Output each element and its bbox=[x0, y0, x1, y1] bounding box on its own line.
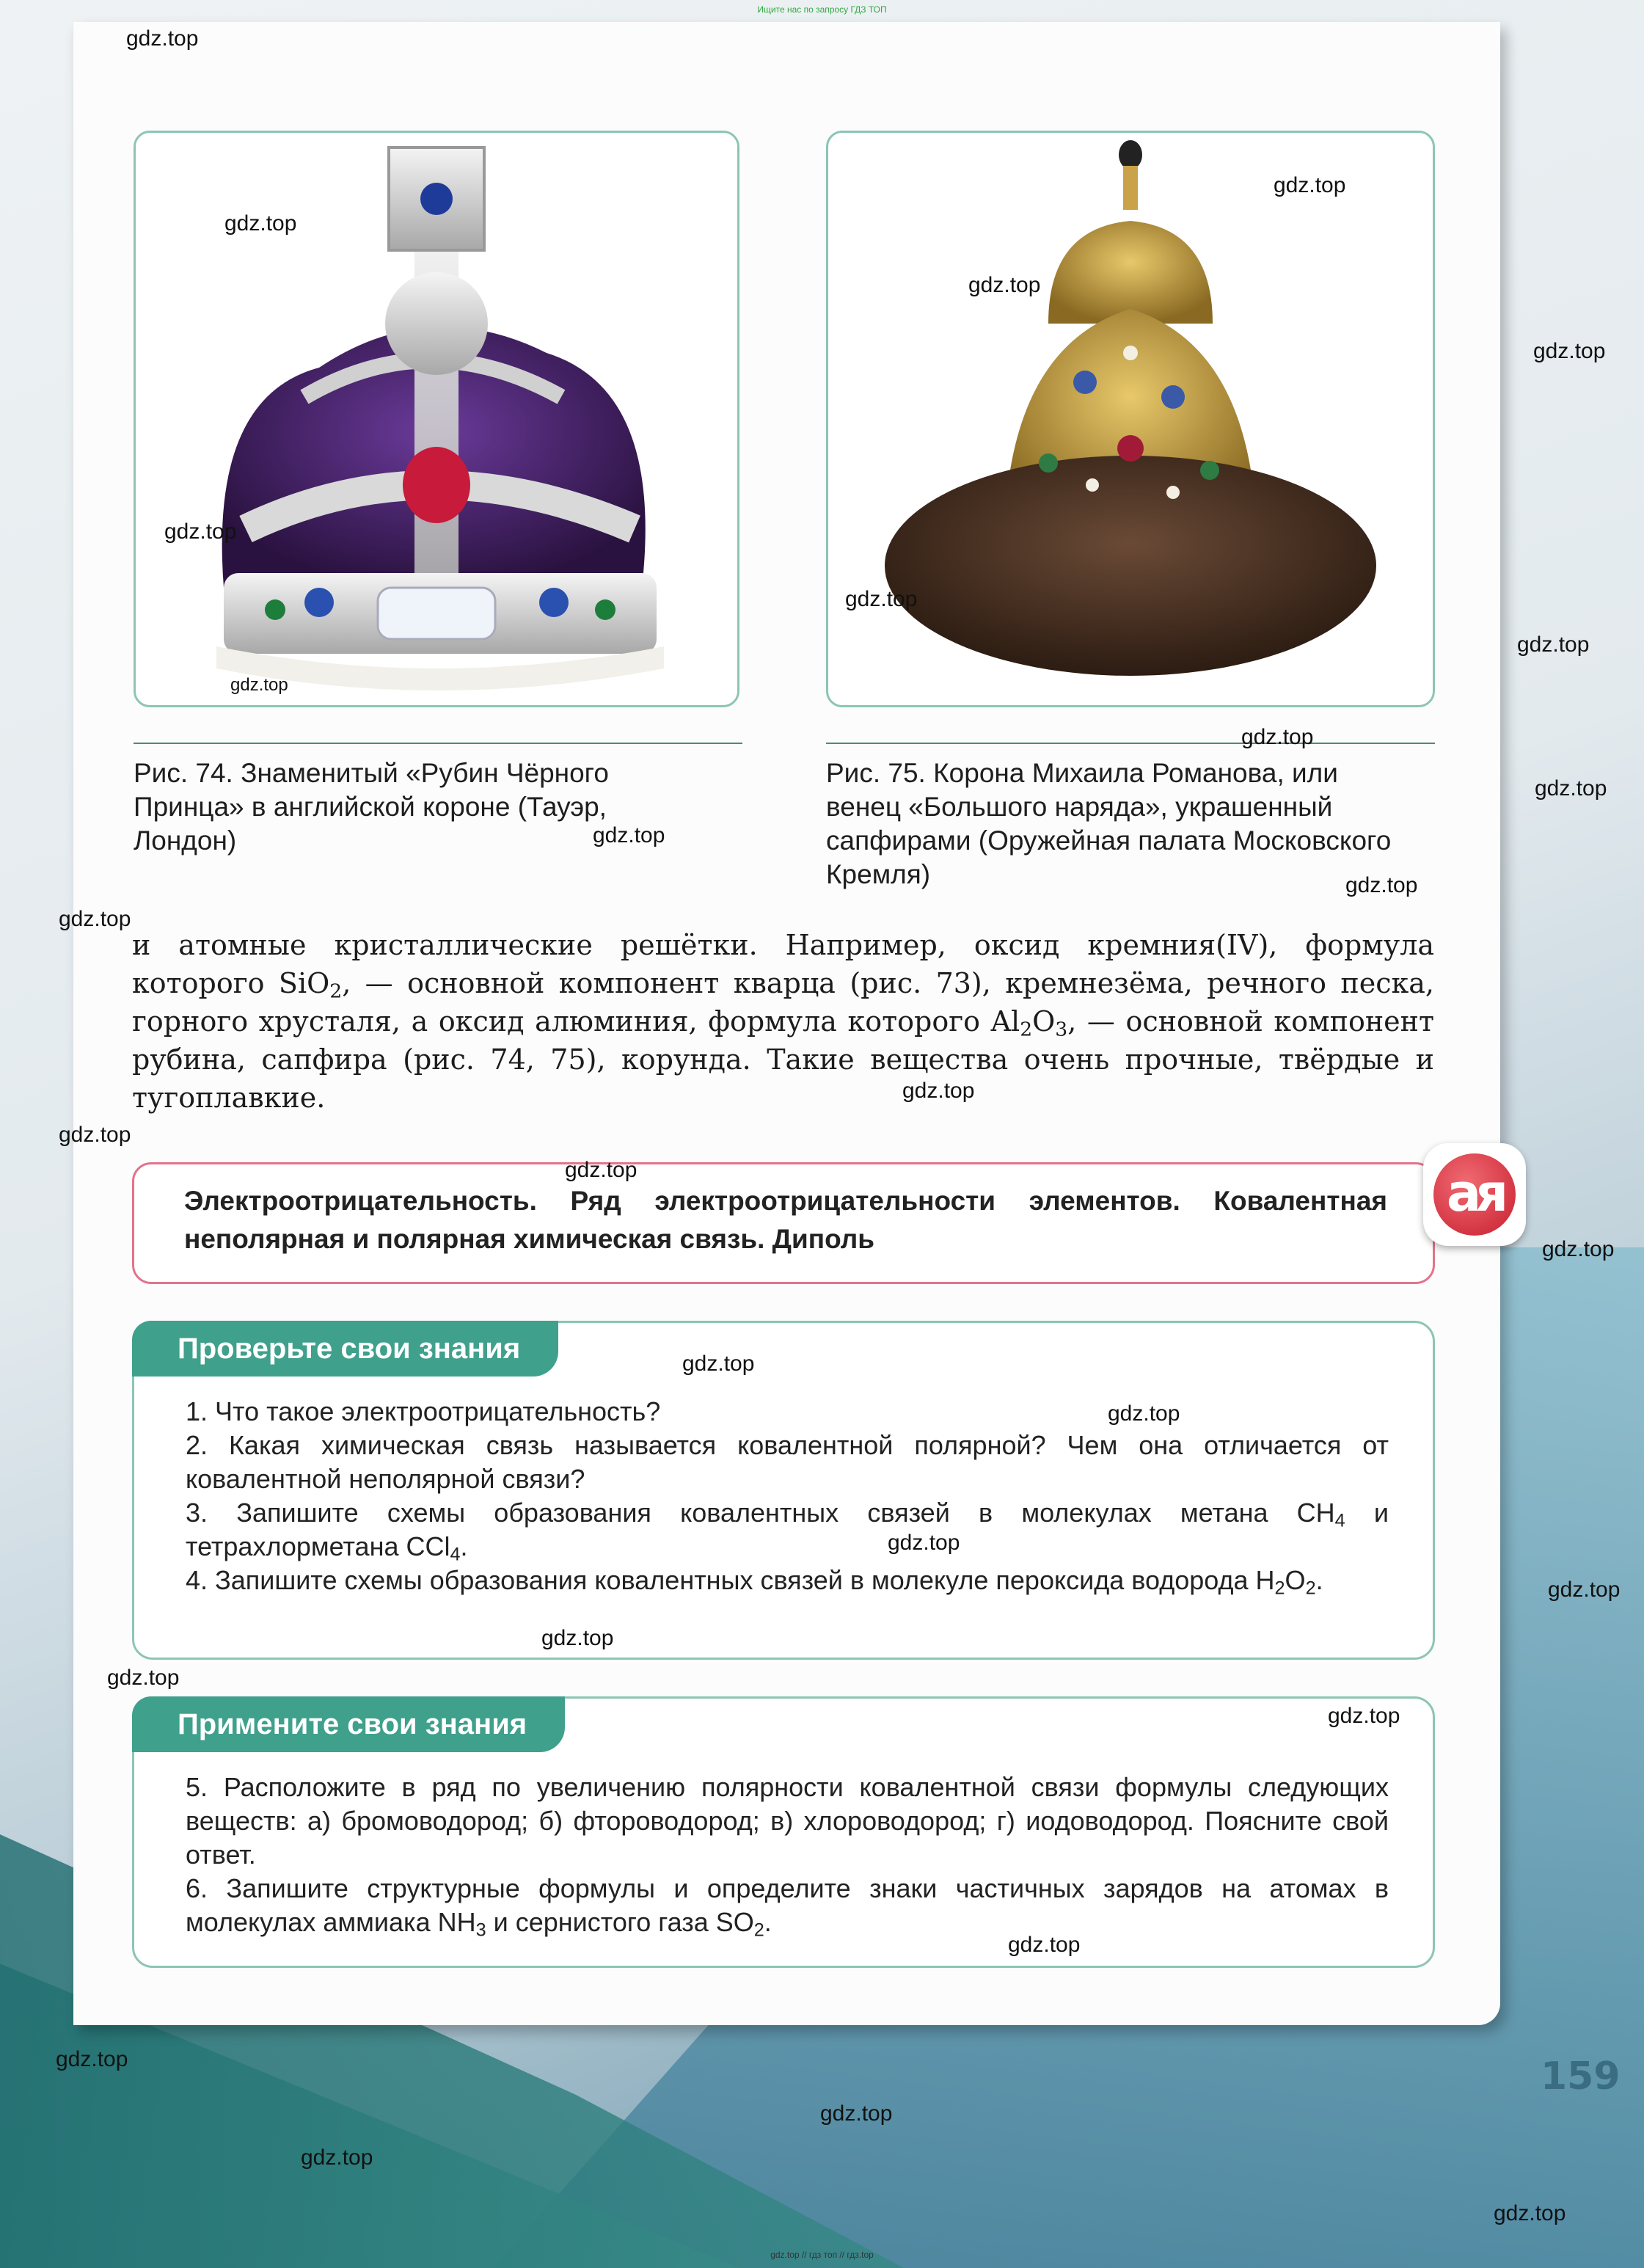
watermark-top: Ищите нас по запросу ГДЗ ТОП bbox=[757, 4, 887, 15]
watermark: gdz.top bbox=[56, 2047, 128, 2071]
watermark: gdz.top bbox=[224, 211, 297, 236]
question-1: 1. Что такое электроотрицательность? bbox=[186, 1396, 661, 1426]
check-knowledge-box bbox=[132, 1321, 1435, 1660]
apply-knowledge-title: Примените свои знания bbox=[132, 1696, 565, 1752]
body-paragraph: и атомные кристаллические решётки. Например, оксид кремния(IV), формула которого SiO$_2$, — основной компонент кварца (рис. 73), кремнезёма, речного песка, горного хрусталя, а оксид алюминия, формула которого $Al_2O_3$, — основной компонент рубина, сапфира (рис. 74, 75), корунда. Такие вещества очень прочные, твёрдые и тугоплавкие. bbox=[132, 929, 1435, 1114]
watermark: gdz.top bbox=[59, 907, 131, 931]
watermark: gdz.top bbox=[301, 2145, 373, 2170]
watermark: gdz.top bbox=[1517, 632, 1590, 657]
watermark: gdz.top bbox=[1108, 1401, 1180, 1426]
watermark-bottom: gdz.top // гдз топ // гдз.top bbox=[770, 2250, 874, 2260]
question-6: 6. Запишите структурные формулы и определите знаки частичных зарядов на атомах в молекулах аммиака $NH_3$ и сернистого газа $SO_2$. bbox=[186, 1873, 1389, 1941]
question-2: 2. Какая химическая связь называется ковалентной полярной? Чем она отличается от ковалентной неполярной связи? bbox=[186, 1430, 1389, 1494]
watermark: gdz.top bbox=[845, 587, 918, 611]
watermark: gdz.top bbox=[1008, 1933, 1081, 1957]
key-terms-box bbox=[132, 1162, 1435, 1284]
watermark: gdz.top bbox=[820, 2101, 893, 2126]
watermark: gdz.top bbox=[59, 1123, 131, 1147]
watermark: gdz.top bbox=[1328, 1704, 1400, 1728]
caption-divider bbox=[826, 743, 1435, 744]
watermark: gdz.top bbox=[1241, 725, 1314, 749]
watermark: gdz.top bbox=[968, 273, 1041, 297]
monomakh-crown-illustration bbox=[828, 133, 1433, 705]
apply-questions bbox=[186, 1771, 1389, 1939]
watermark: gdz.top bbox=[902, 1079, 975, 1103]
figure-75-caption: Рис. 75. Корона Михаила Романова, или венец «Большого наряда», украшенный сапфирами (Оружейная палата Московского Кремля) bbox=[826, 758, 1392, 889]
watermark: gdz.top bbox=[888, 1531, 960, 1555]
apply-knowledge-box bbox=[132, 1696, 1435, 1968]
watermark: gdz.top bbox=[1535, 776, 1607, 801]
watermark: gdz.top bbox=[230, 675, 288, 695]
watermark: gdz.top bbox=[1542, 1237, 1615, 1261]
ay-logo-icon: ая bbox=[1433, 1153, 1516, 1236]
check-questions bbox=[186, 1395, 1389, 1597]
key-terms-text: Электроотрицательность. Ряд электроотрицательности элементов. Ковалентная неполярная и полярная химическая связь. Диполь bbox=[184, 1186, 1387, 1254]
watermark: gdz.top bbox=[1274, 173, 1346, 197]
watermark: gdz.top bbox=[107, 1666, 180, 1690]
watermark: gdz.top bbox=[565, 1158, 637, 1182]
check-knowledge-title: Проверьте свои знания bbox=[132, 1321, 558, 1377]
watermark: gdz.top bbox=[1533, 339, 1606, 363]
figure-74-caption: Рис. 74. Знаменитый «Рубин Чёрного Принца» в английской короне (Тауэр, Лондон) bbox=[134, 758, 609, 856]
watermark: gdz.top bbox=[1548, 1578, 1621, 1602]
page-number: 159 bbox=[1541, 2054, 1621, 2099]
watermark: gdz.top bbox=[126, 26, 199, 51]
question-4: 4. Запишите схемы образования ковалентных связей в молекуле пероксида водорода $H_2O_2$. bbox=[186, 1565, 1323, 1599]
caption-divider bbox=[134, 743, 742, 744]
watermark: gdz.top bbox=[1494, 2201, 1566, 2225]
figure-75-image bbox=[826, 131, 1435, 707]
watermark: gdz.top bbox=[593, 823, 665, 847]
key-terms-badge bbox=[1423, 1143, 1526, 1246]
watermark: gdz.top bbox=[682, 1352, 755, 1376]
watermark: gdz.top bbox=[1345, 873, 1418, 897]
question-3: 3. Запишите схемы образования ковалентных связей в молекулах метана $CH_4$ и тетрахлорметана CCl$_4$. bbox=[186, 1498, 1389, 1565]
watermark: gdz.top bbox=[164, 519, 237, 544]
question-5: 5. Расположите в ряд по увеличению полярности ковалентной связи формулы следующих веществ: а) бромоводород; б) фтороводород; в) хлороводород; г) иодоводород. Поясните свой ответ. bbox=[186, 1772, 1389, 1870]
watermark: gdz.top bbox=[541, 1626, 614, 1650]
